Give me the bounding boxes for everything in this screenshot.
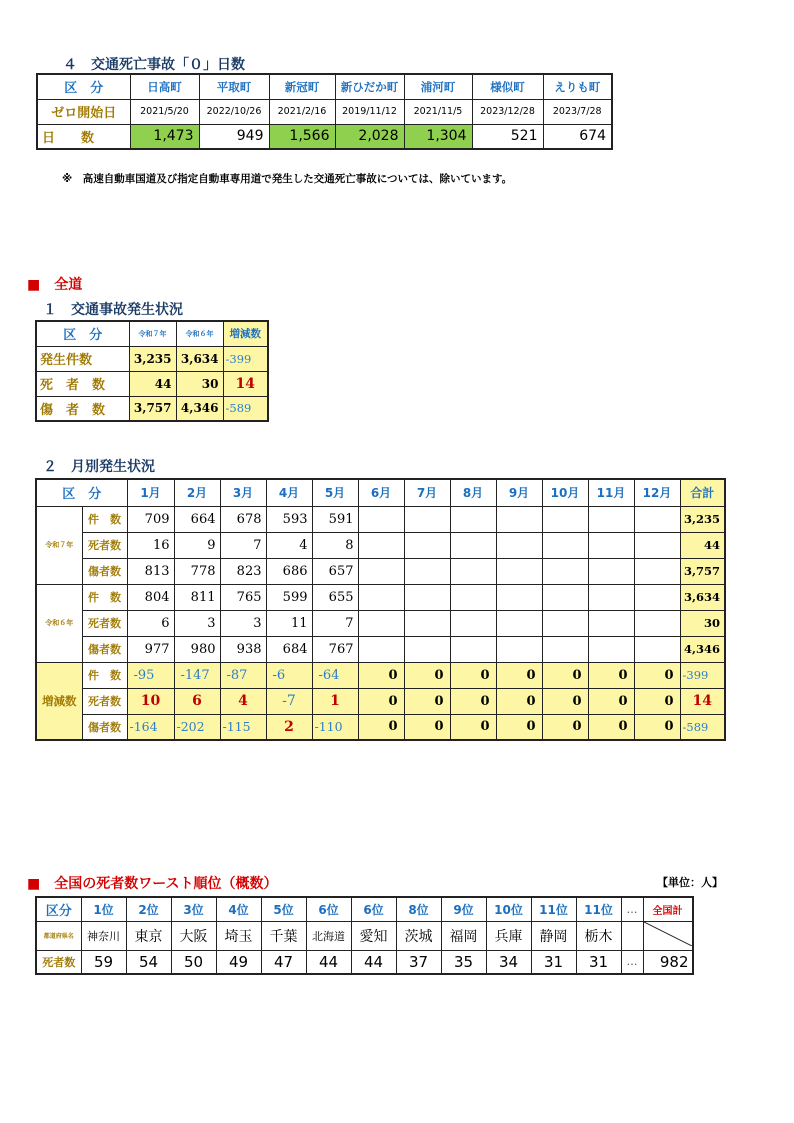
rank-header: 6位: [306, 897, 351, 921]
month-value: [404, 532, 450, 558]
start-date: 2022/10/26: [199, 99, 269, 124]
death-count: 49: [216, 950, 261, 974]
exclusion-note: ※ 高速自動車国道及び指定自動車専用道で発生した交通死亡事故については、除いています。: [62, 173, 513, 185]
month-header: 1月: [127, 479, 174, 506]
month-value: 8: [312, 532, 358, 558]
month-value: 6: [174, 688, 220, 714]
sub-label: 死者数: [82, 688, 127, 714]
monthly-row: [36, 636, 725, 662]
rank-header: 11位: [531, 897, 576, 921]
sub-label: 件 数: [82, 506, 127, 532]
death-count: 44: [351, 950, 396, 974]
accident-summary-table: [35, 320, 269, 422]
month-value: -6: [266, 662, 312, 688]
sub-label: 傷者数: [82, 714, 127, 740]
month-value: 3: [174, 610, 220, 636]
monthly-row: [36, 506, 725, 532]
month-value: [634, 558, 680, 584]
sub-label: 傷者数: [82, 558, 127, 584]
month-value: 686: [266, 558, 312, 584]
prefecture-name: 茨城: [396, 921, 441, 950]
month-value: 6: [127, 610, 174, 636]
header-cell: 区分: [36, 897, 81, 921]
ellipsis: …: [621, 897, 643, 921]
value-diff: -399: [223, 346, 268, 371]
row-label: 発生件数: [36, 346, 129, 371]
col-header-r7: 令和７年: [129, 321, 176, 346]
month-value: [542, 636, 588, 662]
red-square-icon: ■: [27, 277, 41, 293]
town-header: 様似町: [472, 74, 543, 99]
row-label: 死 者 数: [36, 371, 129, 396]
month-value: 657: [312, 558, 358, 584]
month-value: 10: [127, 688, 174, 714]
month-value: -164: [127, 714, 174, 740]
zero-days-value: 521: [472, 124, 543, 149]
month-value: -95: [127, 662, 174, 688]
value-r7: 44: [129, 371, 176, 396]
zero-days-value: 2,028: [335, 124, 404, 149]
town-header: 新冠町: [269, 74, 335, 99]
col-header-r6: 令和６年: [176, 321, 223, 346]
month-value: 0: [542, 688, 588, 714]
death-count: 37: [396, 950, 441, 974]
month-value: 7: [220, 532, 266, 558]
month-header: 3月: [220, 479, 266, 506]
death-count: 54: [126, 950, 171, 974]
month-value: 938: [220, 636, 266, 662]
month-value: 0: [634, 714, 680, 740]
prefecture-name: 大阪: [171, 921, 216, 950]
header-cell: 区 分: [36, 321, 129, 346]
month-value: 0: [404, 714, 450, 740]
row-total: 4,346: [680, 636, 725, 662]
month-value: [404, 636, 450, 662]
pref-row: [36, 921, 693, 950]
group-label: 令和６年: [36, 584, 82, 662]
month-value: 813: [127, 558, 174, 584]
monthly-row: [36, 584, 725, 610]
month-value: 0: [358, 662, 404, 688]
month-value: 0: [358, 688, 404, 714]
zero-days-value: 674: [543, 124, 612, 149]
month-value: 655: [312, 584, 358, 610]
month-value: [542, 610, 588, 636]
month-value: 811: [174, 584, 220, 610]
start-date-row: [37, 99, 612, 124]
national-total: 982: [643, 950, 693, 974]
zero-days-table-wrap: [36, 73, 613, 150]
month-value: [496, 584, 542, 610]
month-header: 2月: [174, 479, 220, 506]
header-cell: 区 分: [37, 74, 130, 99]
month-value: [496, 610, 542, 636]
start-date: 2021/11/5: [404, 99, 472, 124]
value-r6: 4,346: [176, 396, 223, 421]
value-r7: 3,235: [129, 346, 176, 371]
month-value: [588, 532, 634, 558]
row-label: 傷 者 数: [36, 396, 129, 421]
summary-row: [36, 371, 268, 396]
town-header: 平取町: [199, 74, 269, 99]
month-value: 2: [266, 714, 312, 740]
prefecture-name: 栃木: [576, 921, 621, 950]
ranking-table: [35, 896, 694, 975]
header-cell: 区 分: [36, 479, 127, 506]
month-value: 0: [496, 714, 542, 740]
death-count: 31: [531, 950, 576, 974]
month-value: 0: [588, 714, 634, 740]
row-total: 44: [680, 532, 725, 558]
value-r7: 3,757: [129, 396, 176, 421]
month-value: [404, 610, 450, 636]
month-value: [588, 506, 634, 532]
prefecture-name: 愛知: [351, 921, 396, 950]
summary-row: [36, 396, 268, 421]
month-value: [588, 558, 634, 584]
month-value: [450, 532, 496, 558]
rank-header: 9位: [441, 897, 486, 921]
row-label: 都道府県名: [36, 921, 81, 950]
rank-header: 11位: [576, 897, 621, 921]
header-row: [36, 321, 268, 346]
ellipsis-blank: [621, 921, 643, 950]
row-total: 3,634: [680, 584, 725, 610]
month-value: -110: [312, 714, 358, 740]
rank-header: 10位: [486, 897, 531, 921]
header-row: [36, 479, 725, 506]
prefecture-name: 福岡: [441, 921, 486, 950]
unit-label: 【単位：人】: [657, 876, 723, 889]
rank-row: [36, 897, 693, 921]
group-label: 増減数: [36, 662, 82, 740]
month-value: 1: [312, 688, 358, 714]
zero-days-value: 949: [199, 124, 269, 149]
row-total: -399: [680, 662, 725, 688]
month-value: [588, 610, 634, 636]
prefecture-name: 北海道: [306, 921, 351, 950]
rank-header: 8位: [396, 897, 441, 921]
month-value: 678: [220, 506, 266, 532]
monthly-row: [36, 558, 725, 584]
monthly-table: [35, 478, 726, 741]
month-value: [450, 610, 496, 636]
month-value: -87: [220, 662, 266, 688]
month-header: 6月: [358, 479, 404, 506]
month-value: [634, 532, 680, 558]
monthly-row: [36, 662, 725, 688]
month-value: [404, 506, 450, 532]
monthly-table-wrap: [35, 478, 726, 741]
month-value: 0: [634, 688, 680, 714]
prefecture-name: 神奈川: [81, 921, 126, 950]
month-value: [634, 610, 680, 636]
month-value: [542, 558, 588, 584]
month-header: 10月: [542, 479, 588, 506]
month-value: 591: [312, 506, 358, 532]
prefecture-name: 兵庫: [486, 921, 531, 950]
month-value: -115: [220, 714, 266, 740]
row-label: ゼロ開始日: [37, 99, 130, 124]
month-value: [542, 506, 588, 532]
month-value: [450, 558, 496, 584]
rank-header: 3位: [171, 897, 216, 921]
month-value: -7: [266, 688, 312, 714]
sub-label: 傷者数: [82, 636, 127, 662]
total-header: 合計: [680, 479, 725, 506]
prefecture-name: 千葉: [261, 921, 306, 950]
month-value: [404, 558, 450, 584]
month-value: 593: [266, 506, 312, 532]
month-value: 0: [542, 662, 588, 688]
value-r6: 3,634: [176, 346, 223, 371]
sub-label: 死者数: [82, 610, 127, 636]
death-count: 47: [261, 950, 306, 974]
month-value: 767: [312, 636, 358, 662]
town-header: 日高町: [130, 74, 199, 99]
town-header: 新ひだか町: [335, 74, 404, 99]
rank-header: 2位: [126, 897, 171, 921]
month-header: 8月: [450, 479, 496, 506]
sec2-title: ２ 月別発生状況: [43, 459, 155, 475]
row-label: 日 数: [37, 124, 130, 149]
rank-header: 6位: [351, 897, 396, 921]
start-date: 2023/12/28: [472, 99, 543, 124]
header-row: [37, 74, 612, 99]
national-heading: [27, 873, 278, 893]
month-value: 0: [588, 688, 634, 714]
row-total: 14: [680, 688, 725, 714]
row-total: 30: [680, 610, 725, 636]
death-count: 34: [486, 950, 531, 974]
month-value: [496, 558, 542, 584]
month-value: 709: [127, 506, 174, 532]
month-value: [542, 584, 588, 610]
value-diff: 14: [223, 371, 268, 396]
month-value: -64: [312, 662, 358, 688]
death-count: 35: [441, 950, 486, 974]
town-header: えりも町: [543, 74, 612, 99]
month-value: 0: [634, 662, 680, 688]
diagonal-cell: [643, 921, 693, 950]
month-value: 0: [404, 688, 450, 714]
month-value: 16: [127, 532, 174, 558]
month-header: 11月: [588, 479, 634, 506]
monthly-row: [36, 532, 725, 558]
sec4-title: ４ 交通死亡事故「０」日数: [63, 57, 245, 73]
death-count: 31: [576, 950, 621, 974]
start-date: 2021/5/20: [130, 99, 199, 124]
zendo-heading: [27, 274, 82, 294]
month-value: [496, 506, 542, 532]
month-value: [358, 610, 404, 636]
month-value: [450, 584, 496, 610]
rank-header: 4位: [216, 897, 261, 921]
start-date: 2023/7/28: [543, 99, 612, 124]
month-value: 0: [450, 714, 496, 740]
month-value: [358, 558, 404, 584]
month-value: -147: [174, 662, 220, 688]
row-total: 3,757: [680, 558, 725, 584]
month-value: 0: [450, 688, 496, 714]
accident-summary-wrap: [35, 320, 269, 422]
month-value: [542, 532, 588, 558]
month-value: [588, 584, 634, 610]
prefecture-name: 東京: [126, 921, 171, 950]
month-value: [496, 636, 542, 662]
month-value: 0: [496, 688, 542, 714]
total-header: 全国計: [643, 897, 693, 921]
month-value: 9: [174, 532, 220, 558]
month-value: [450, 506, 496, 532]
month-value: 0: [404, 662, 450, 688]
month-value: 977: [127, 636, 174, 662]
month-value: 0: [450, 662, 496, 688]
death-count: 44: [306, 950, 351, 974]
month-value: 804: [127, 584, 174, 610]
count-row: [36, 950, 693, 974]
col-header-diff: 増減数: [223, 321, 268, 346]
start-date: 2021/2/16: [269, 99, 335, 124]
days-row: [37, 124, 612, 149]
month-value: 980: [174, 636, 220, 662]
monthly-row: [36, 714, 725, 740]
diagonal-line: [644, 922, 692, 946]
month-value: 7: [312, 610, 358, 636]
rank-header: 1位: [81, 897, 126, 921]
month-value: [358, 636, 404, 662]
row-total: 3,235: [680, 506, 725, 532]
start-date: 2019/11/12: [335, 99, 404, 124]
value-r6: 30: [176, 371, 223, 396]
death-count: 59: [81, 950, 126, 974]
month-value: 765: [220, 584, 266, 610]
month-value: [496, 532, 542, 558]
row-total: -589: [680, 714, 725, 740]
month-value: 823: [220, 558, 266, 584]
prefecture-name: 静岡: [531, 921, 576, 950]
ellipsis: …: [621, 950, 643, 974]
month-header: 12月: [634, 479, 680, 506]
month-value: [588, 636, 634, 662]
month-value: 599: [266, 584, 312, 610]
month-value: [358, 532, 404, 558]
month-value: 0: [588, 662, 634, 688]
sub-label: 件 数: [82, 662, 127, 688]
month-header: 7月: [404, 479, 450, 506]
month-value: 684: [266, 636, 312, 662]
month-value: [634, 636, 680, 662]
zero-days-value: 1,566: [269, 124, 335, 149]
group-label: 令和７年: [36, 506, 82, 584]
month-value: [404, 584, 450, 610]
row-label: 死者数: [36, 950, 81, 974]
month-value: 3: [220, 610, 266, 636]
month-value: [634, 584, 680, 610]
summary-row: [36, 346, 268, 371]
death-count: 50: [171, 950, 216, 974]
value-diff: -589: [223, 396, 268, 421]
month-value: [358, 506, 404, 532]
month-value: 4: [266, 532, 312, 558]
zero-days-table: [36, 73, 613, 150]
month-value: -202: [174, 714, 220, 740]
month-value: 0: [358, 714, 404, 740]
month-value: 778: [174, 558, 220, 584]
month-value: [634, 506, 680, 532]
zendo-title: 全道: [54, 277, 83, 293]
sub-label: 件 数: [82, 584, 127, 610]
month-value: 4: [220, 688, 266, 714]
month-value: 0: [542, 714, 588, 740]
prefecture-name: 埼玉: [216, 921, 261, 950]
zero-days-value: 1,473: [130, 124, 199, 149]
month-header: 5月: [312, 479, 358, 506]
month-header: 9月: [496, 479, 542, 506]
red-square-icon: ■: [27, 876, 41, 892]
monthly-row: [36, 688, 725, 714]
zero-days-value: 1,304: [404, 124, 472, 149]
town-header: 浦河町: [404, 74, 472, 99]
sub-label: 死者数: [82, 532, 127, 558]
month-value: 664: [174, 506, 220, 532]
monthly-row: [36, 610, 725, 636]
month-value: 0: [496, 662, 542, 688]
month-header: 4月: [266, 479, 312, 506]
ranking-table-wrap: [35, 896, 694, 975]
month-value: 11: [266, 610, 312, 636]
month-value: [450, 636, 496, 662]
national-title: 全国の死者数ワースト順位（概数）: [54, 876, 278, 892]
month-value: [358, 584, 404, 610]
sec1-title: １ 交通事故発生状況: [43, 302, 183, 318]
rank-header: 5位: [261, 897, 306, 921]
